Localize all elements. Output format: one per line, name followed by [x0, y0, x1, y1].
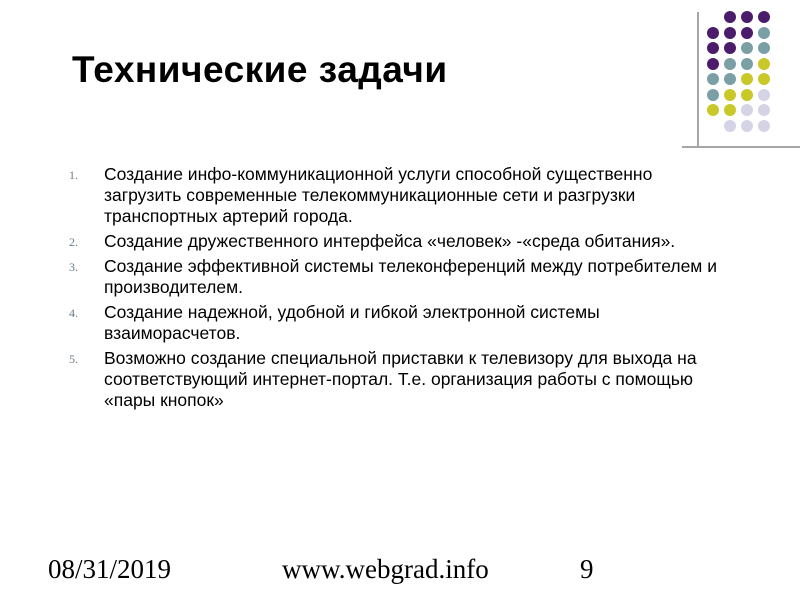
decorative-dot: [724, 27, 736, 39]
list-item: [64, 256, 724, 298]
decorative-dot: [707, 58, 719, 70]
decorative-dot: [741, 58, 753, 70]
decorative-dot: [758, 27, 770, 39]
list-item-text: Создание дружественного интерфейса «человек» -«среда обитания».: [104, 231, 676, 251]
footer-website: www.webgrad.info: [282, 554, 489, 584]
decorative-dot: [741, 104, 753, 116]
decorative-dot: [724, 73, 736, 85]
horizontal-divider-line: [682, 146, 800, 148]
list-item: [64, 164, 724, 227]
vertical-divider-line: [697, 12, 699, 146]
decorative-dot: [741, 27, 753, 39]
list-item: [64, 348, 724, 411]
task-list: [64, 164, 724, 415]
footer-date: 08/31/2019: [48, 554, 172, 584]
decorative-dot: [741, 89, 753, 101]
decorative-dot: [707, 27, 719, 39]
list-item-text: Создание инфо-коммуникационной услуги способной существенно загрузить современные телекоммуникационные сети и разгрузки транспортных артерий города.: [104, 164, 653, 226]
decorative-dot: [758, 120, 770, 132]
slide-number: 9: [580, 554, 594, 584]
list-item-number: 5.: [69, 352, 78, 366]
decorative-dot: [741, 73, 753, 85]
decorative-dot: [758, 73, 770, 85]
decorative-dot: [741, 120, 753, 132]
list-item-number: 4.: [69, 306, 78, 320]
decorative-dot: [758, 89, 770, 101]
decorative-dot: [741, 11, 753, 23]
decorative-dot: [724, 42, 736, 54]
list-item-text: Создание надежной, удобной и гибкой электронной системы взаиморасчетов.: [104, 302, 600, 343]
list-item-text: Возможно создание специальной приставки к телевизору для выхода на соответствующий интернет-портал. Т.е. организация работы с помощью «пары кнопок»: [104, 348, 697, 410]
decorative-dot: [707, 42, 719, 54]
slide-title: Технические задачи: [72, 49, 448, 90]
decorative-dot: [724, 58, 736, 70]
decorative-dot: [707, 73, 719, 85]
list-item-number: 2.: [69, 235, 78, 249]
decorative-dot: [707, 104, 719, 116]
decorative-dot: [724, 120, 736, 132]
decorative-dot-grid: [707, 11, 787, 131]
decorative-dot: [741, 42, 753, 54]
decorative-dot: [758, 42, 770, 54]
list-item: [64, 302, 724, 344]
decorative-dot: [724, 104, 736, 116]
list-item-number: 1.: [69, 168, 78, 182]
list-item-number: 3.: [69, 260, 78, 274]
list-item: [64, 231, 724, 252]
decorative-dot: [724, 11, 736, 23]
decorative-dot: [758, 11, 770, 23]
decorative-dot: [707, 89, 719, 101]
decorative-dot: [758, 104, 770, 116]
decorative-dot: [724, 89, 736, 101]
decorative-dot: [758, 58, 770, 70]
list-item-text: Создание эффективной системы телеконференций между потребителем и производителем.: [104, 256, 717, 297]
